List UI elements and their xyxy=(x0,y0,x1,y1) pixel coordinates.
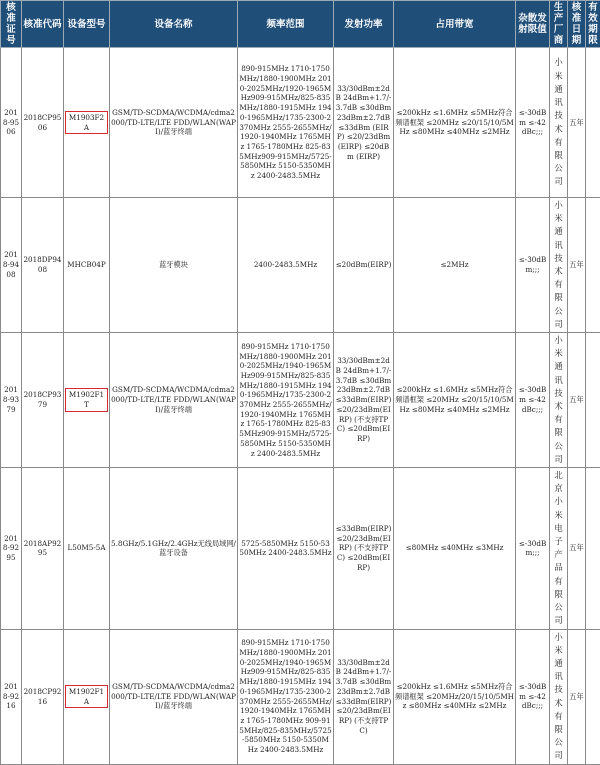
model-highlight: M1902F1A xyxy=(65,685,108,708)
model-cell xyxy=(64,468,110,629)
table-row xyxy=(1,629,600,764)
frequency-range: 890-915MHz 1710-1750MHz/1880-1900MHz 2010-2025MHz/1920-1965MHz909-915MHz/825-835MHz/1880-1915MHz 1940-1965MHz/1735-2300-2370MHz 2555-2655MHz/1920-1940MHz 1765MHz 1765-1780MHz 825-835MHz909-915MHz/5725-5850MHz 5150-5350MHz 2400-2483.5MHz xyxy=(238,48,334,198)
occupied-bandwidth: ≤200kHz ≤1.6MHz ≤5MHz符合频谱框架 ≤20MHz/20/15/10/5MHz ≤80MHz ≤40MHz ≤2MHz xyxy=(394,629,516,764)
manufacturer: 小米通讯技术有限公司 xyxy=(550,48,568,198)
approval-code: 2018CP9379 xyxy=(22,333,64,468)
tx-power: ≤33dBm(EIRP) ≤20/23dBm(EIRP) (不支持TPC) ≤20dBm(EIRP) xyxy=(334,468,394,629)
manufacturer: 北京小米电子产品有限公司 xyxy=(550,468,568,629)
approval-number: 2018-9408 xyxy=(1,198,22,333)
manufacturer: 小米通讯技术有限公司 xyxy=(550,198,568,333)
expiry xyxy=(586,48,600,198)
validity: 五年 xyxy=(568,198,586,333)
tx-power: 33/30dBm±2dB 24dBm+1.7/-3.7dB ≤30dBm 23dBm±2.7dB ≤33dBm(EIRP) ≤20/23dBm(EIRP) (不支持TPC) ≤20dBm(EIRP) xyxy=(334,333,394,468)
spurious-limit: ≤-30dBm ≤-42dBc;;; xyxy=(516,629,550,764)
tx-power: ≤20dBm(EIRP) xyxy=(334,198,394,333)
spurious-limit: ≤-30dBm ≤-42dBc;;; xyxy=(516,333,550,468)
approval-code: 2018AP9295 xyxy=(22,468,64,629)
device-name: GSM/TD-SCDMA/WCDMA/cdma2000/TD-LTE/LTE FDD/WLAN(WAPI)/蓝牙终端 xyxy=(110,333,238,468)
model-cell xyxy=(64,629,110,764)
header-maker: 生产厂商 xyxy=(550,1,568,48)
tx-power: 33/30dBm±2dB 24dBm+1.7/-3.7dB ≤30dBm 23dBm±2.7dB ≤33dBm(EIRP) ≤20/23dBm(EIRP) (不支持TPC) xyxy=(334,629,394,764)
table-row xyxy=(1,333,600,468)
frequency-range: 2400-2483.5MHz xyxy=(238,198,334,333)
expiry xyxy=(586,629,600,764)
model-value: L50M5-5A xyxy=(67,543,105,552)
header-expiry: 有效期限 xyxy=(586,1,600,48)
approval-number: 2018-9216 xyxy=(1,629,22,764)
approval-number: 2018-9295 xyxy=(1,468,22,629)
header-model: 设备型号 xyxy=(64,1,110,48)
header-code: 核准代码 xyxy=(22,1,64,48)
expiry xyxy=(586,198,600,333)
header-power: 发射功率 xyxy=(334,1,394,48)
expiry xyxy=(586,468,600,629)
model-highlight: M1903F2A xyxy=(65,111,108,134)
device-name: 蓝牙模块 xyxy=(110,198,238,333)
tx-power: 33/30dBm±2dB 24dBm+1.7/-3.7dB ≤30dBm 23dBm±2.7dB ≤33dBm (EIRP) ≤20/23dBm (EIRP) ≤20dBm (EIRP) xyxy=(334,48,394,198)
frequency-range: 890-915MHz 1710-1750MHz/1880-1900MHz 2010-2025MHz/1940-1965MHz909-915MHz/825-835MHz/1880-1915MHz 1940-1965MHz/1735-2300-2370MHz 2555-2655MHz/1920-1940MHz 1765MHz 1765-1780MHz 825-835MHz909-915MHz/5725-5850MHz 5150-5350MHz 2400-2483.5MHz xyxy=(238,333,334,468)
header-spurious: 杂散发射限值 xyxy=(516,1,550,48)
device-name: GSM/TD-SCDMA/WCDMA/cdma2000/TD-LTE/LTE FDD/WLAN(WAPI)/蓝牙终端 xyxy=(110,48,238,198)
manufacturer: 小米通讯技术有限公司 xyxy=(550,629,568,764)
table-row xyxy=(1,48,600,198)
occupied-bandwidth: ≤200kHz ≤1.6MHz ≤5MHz符合频谱框架 ≤20MHz ≤20/15/10/5MHz ≤80MHz ≤40MHz ≤2MHz xyxy=(394,48,516,198)
occupied-bandwidth: ≤2MHz xyxy=(394,198,516,333)
table-row xyxy=(1,198,600,333)
validity: 五年 xyxy=(568,468,586,629)
device-name: GSM/TD-SCDMA/WCDMA/cdma2000/TD-LTE/LTE FDD/WLAN(WAPI)/蓝牙终端 xyxy=(110,629,238,764)
approval-number: 2018-9506 xyxy=(1,48,22,198)
occupied-bandwidth: ≤80MHz ≤40MHz ≤3MHz xyxy=(394,468,516,629)
table-row xyxy=(1,468,600,629)
frequency-range: 5725-5850MHz 5150-5350MHz 2400-2483.5MHz xyxy=(238,468,334,629)
header-validity: 核准日期 xyxy=(568,1,586,48)
spurious-limit: ≤-30dBm;;; xyxy=(516,468,550,629)
table-header-row xyxy=(1,1,600,48)
model-highlight: M1902F1T xyxy=(65,388,108,411)
expiry xyxy=(586,333,600,468)
manufacturer: 小米通讯技术有限公司 xyxy=(550,333,568,468)
header-freq: 频率范围 xyxy=(238,1,334,48)
approval-code: 2018DP9408 xyxy=(22,198,64,333)
approval-number: 2018-9379 xyxy=(1,333,22,468)
frequency-range: 890-915MHz 1710-1750MHz/1880-1900MHz 2010-2025MHz/1940-1965MHz909-915MHz/825-835MHz/1880-1915MHz 1940-1965MHz/1735-2300-2370MHz 2555-2655MHz/1920-1940MHz 1765MHz 1765-1780MHz 909-915MHz/825-835MHz/5725-5850MHz 5150-5350MHz 2400-2483.5MHz xyxy=(238,629,334,764)
model-cell xyxy=(64,198,110,333)
device-name: 5.8GHz/5.1GHz/2.4GHz无线局域网/蓝牙设备 xyxy=(110,468,238,629)
occupied-bandwidth: ≤200kHz ≤1.6MHz ≤5MHz符合频谱框架 ≤20MHz ≤20/15/10/5MHz ≤80MHz ≤40MHz ≤2MHz xyxy=(394,333,516,468)
model-cell xyxy=(64,48,110,198)
spurious-limit: ≤-30dBm ≤-42dBc;;; xyxy=(516,48,550,198)
validity: 五年 xyxy=(568,48,586,198)
model-cell xyxy=(64,333,110,468)
header-approval: 核准证号 xyxy=(1,1,22,48)
header-bandwidth: 占用带宽 xyxy=(394,1,516,48)
validity: 五年 xyxy=(568,333,586,468)
validity: 五年 xyxy=(568,629,586,764)
spurious-limit: ≤-30dBm;;; xyxy=(516,198,550,333)
approval-code: 2018CP9216 xyxy=(22,629,64,764)
header-name: 设备名称 xyxy=(110,1,238,48)
model-value: MHCB04P xyxy=(67,260,105,269)
approval-code: 2018CP9506 xyxy=(22,48,64,198)
